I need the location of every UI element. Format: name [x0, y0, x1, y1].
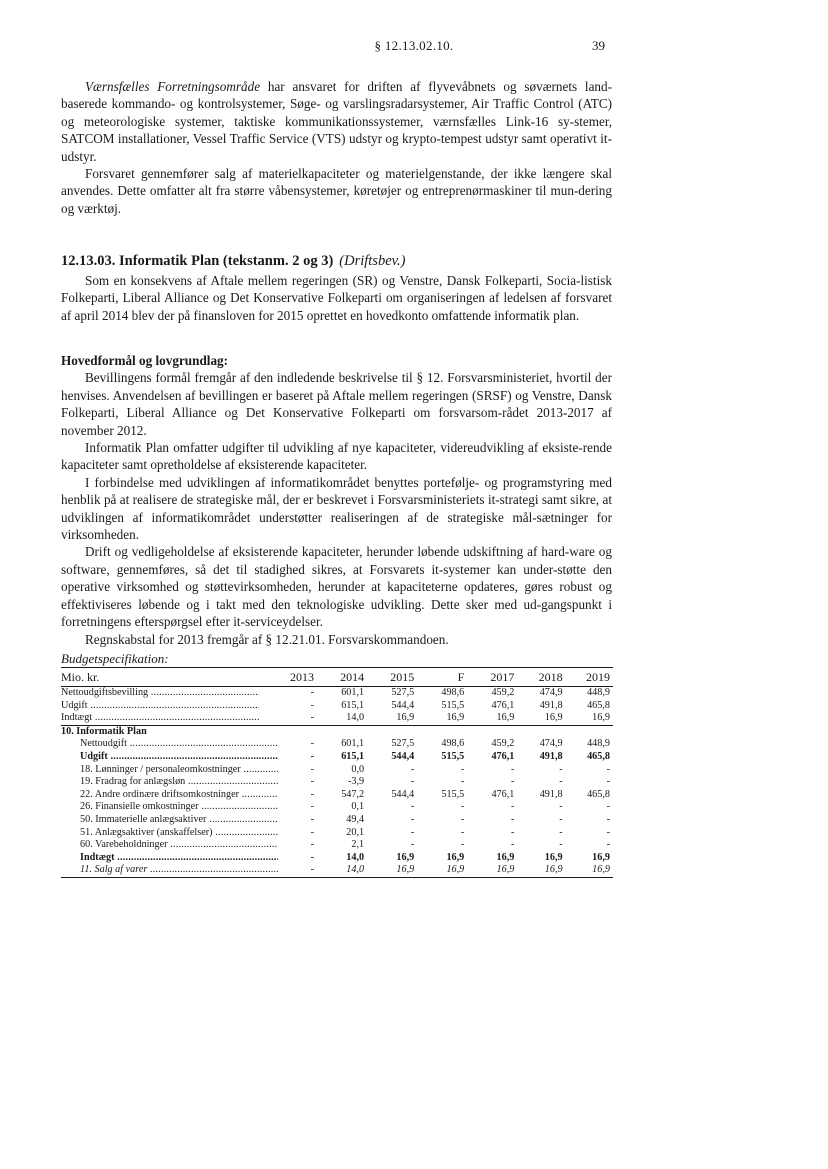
- row-label: [61, 700, 259, 713]
- table-cell: 615,1: [341, 699, 365, 711]
- column-header: Mio. kr.: [61, 668, 278, 687]
- table-cell: 547,2: [341, 788, 365, 800]
- table-cell: 2,1: [351, 839, 365, 851]
- table-cell: 16,9: [396, 712, 415, 724]
- row-label-text: Udgift: [61, 699, 88, 711]
- table-cell: 527,5: [391, 687, 415, 698]
- section-reference: § 12.13.02.10.: [374, 38, 454, 53]
- row-label-cell: [61, 801, 278, 814]
- table-cell: -: [410, 763, 415, 775]
- table-cell: 544,4: [391, 750, 415, 762]
- leader-dots: [147, 864, 278, 875]
- section-paragraph-3: Informatik Plan omfatter udgifter til udvikling af nye kapaciteter, videreudvikling af eksiste-rende kapaciteter samt opretholdelse af eksisterende kapaciteter.: [61, 440, 612, 473]
- table-cell: -: [559, 813, 563, 825]
- table-cell: -: [510, 813, 515, 825]
- table-cell: 601,1: [341, 687, 365, 698]
- budget-title: Budgetspecifikation:: [61, 651, 169, 666]
- table-cell: 465,8: [587, 750, 610, 762]
- row-label: [61, 814, 278, 827]
- table-cell: [417, 725, 467, 738]
- table-cell: 544,4: [391, 699, 415, 711]
- table-cell: -: [310, 788, 315, 800]
- table-cell: 16,9: [367, 864, 417, 877]
- row-label-text: 19. Fradrag for anlægsløn: [80, 776, 186, 788]
- intro-paragraph-1-text: har ansvaret for driften af flyvevåbnets og søværnets land-baserede kommando- og kontrolsystemer, Søge- og varslingsradarsystemer, Air Traffic Control (ATC) og meteorologiske systemer, taktiske kommunikationssystemer, værnsfælles Link-16 sy-stemer, SATCOM installationer, Vessel Traffic Service (VTS) udstyr og krypto-tempest udstyr samt operativt it-udstyr.: [61, 79, 612, 164]
- table-cell: 544,4: [391, 788, 415, 800]
- table-cell: -: [559, 763, 563, 775]
- row-label-cell: [61, 827, 278, 840]
- table-cell: [367, 725, 417, 738]
- subheading: Hovedformål og lovgrundlag:: [61, 353, 229, 368]
- table-row: [61, 839, 613, 852]
- table-cell: 16,9: [496, 851, 515, 863]
- column-header: 2018: [517, 668, 565, 687]
- row-label-text: 22. Andre ordinære driftsomkostninger: [80, 788, 240, 800]
- intro-paragraph-1: [61, 78, 612, 165]
- table-cell: -: [310, 712, 315, 724]
- row-label: [61, 726, 259, 739]
- table-cell: 0,1: [351, 801, 365, 813]
- table-cell: -: [510, 801, 515, 813]
- row-label-text: 18. Lønninger / personaleomkostninger: [80, 763, 241, 775]
- table-cell: 465,8: [587, 788, 610, 800]
- row-label-text: Indtægt: [61, 712, 93, 724]
- table-row: [61, 751, 613, 764]
- leader-dots: [185, 776, 278, 787]
- table-cell: -: [606, 826, 610, 838]
- table-cell: -: [310, 801, 315, 813]
- table-cell: 14,0: [346, 851, 365, 863]
- row-label-cell: [61, 839, 278, 852]
- leader-dots: [148, 687, 259, 698]
- row-label-cell: [61, 764, 278, 777]
- table-row: [61, 712, 613, 725]
- table-cell: -: [410, 813, 415, 825]
- table-row: [61, 827, 613, 840]
- table-cell: 615,1: [341, 750, 365, 762]
- leader-dots: [88, 700, 259, 711]
- table-cell: 601,1: [341, 738, 365, 750]
- row-label: [61, 827, 278, 840]
- leader-dots: [108, 751, 278, 762]
- row-label: [61, 776, 278, 789]
- table-cell: 491,8: [539, 750, 563, 762]
- table-row: [61, 687, 613, 700]
- table-cell: 515,5: [441, 788, 465, 800]
- row-label: [61, 801, 278, 814]
- row-label-text: Nettoudgiftsbevilling: [61, 687, 149, 698]
- table-cell: -: [510, 826, 515, 838]
- table-row: [61, 725, 613, 738]
- row-label-cell: [61, 700, 278, 713]
- table-cell: -: [460, 839, 465, 851]
- table-cell: -: [460, 801, 465, 813]
- table-row: [61, 700, 613, 713]
- leader-dots: [115, 852, 278, 863]
- row-label-text: 51. Anlægsaktiver (anskaffelser): [80, 826, 213, 838]
- page-number: 39: [592, 38, 605, 53]
- table-cell: 474,9: [539, 738, 563, 750]
- leader-dots: [239, 789, 278, 800]
- table-cell: 498,6: [441, 738, 465, 750]
- leader-dots: [213, 827, 279, 838]
- table-cell: -: [559, 826, 563, 838]
- table-cell: 459,2: [491, 738, 515, 750]
- table-cell: 16,9: [396, 851, 415, 863]
- table-cell: -: [310, 738, 315, 750]
- table-cell: -: [559, 839, 563, 851]
- table-cell: -: [410, 826, 415, 838]
- table-row: [61, 801, 613, 814]
- table-cell: -: [310, 776, 315, 788]
- row-label-text: 60. Varebeholdninger: [80, 839, 168, 851]
- leader-dots: [241, 764, 278, 775]
- table-cell: -: [278, 864, 317, 877]
- row-label-text: 50. Immaterielle anlægsaktiver: [80, 813, 207, 825]
- table-cell: 16,9: [417, 864, 467, 877]
- section-paragraph-6: Regnskabstal for 2013 fremgår af § 12.21.01. Forsvarskommandoen.: [85, 631, 449, 647]
- row-label-text: Nettoudgift: [80, 738, 127, 750]
- table-cell: 16,9: [592, 712, 610, 724]
- table-cell: [317, 725, 367, 738]
- row-label-cell: [61, 687, 278, 700]
- table-cell: 14,0: [317, 864, 367, 877]
- table-cell: 491,8: [539, 788, 563, 800]
- table-row: [61, 852, 613, 865]
- table-cell: [566, 725, 613, 738]
- column-header: F: [417, 668, 467, 687]
- column-header: 2014: [317, 668, 367, 687]
- table-cell: -: [606, 801, 610, 813]
- row-label: [61, 764, 278, 777]
- row-label-cell: [61, 776, 278, 789]
- table-cell: -: [606, 839, 610, 851]
- row-label-text: 11. Salg af varer: [80, 864, 148, 876]
- table-cell: 476,1: [491, 788, 515, 800]
- row-label-cell: [61, 814, 278, 827]
- row-label-cell: [61, 789, 278, 802]
- section-paragraph-4: I forbindelse med udviklingen af informatikområdet benyttes portefølje- og programstyring med henblik på at realisere de strategiske mål, der er beskrevet i Forsvarsministeriets it-strategi samt sikre, at udviklingen af informatikområdet understøtter realiseringen af de strategiske mål-sætninger for virksomheden.: [61, 474, 612, 543]
- table-cell: 16,9: [592, 851, 610, 863]
- table-cell: -: [310, 813, 315, 825]
- table-cell: 515,5: [441, 750, 465, 762]
- row-label-cell: [61, 864, 278, 877]
- table-cell: 476,1: [491, 750, 515, 762]
- table-cell: 16,9: [544, 851, 563, 863]
- row-label-text: 10. Informatik Plan: [61, 725, 147, 737]
- leader-dots: [92, 712, 259, 723]
- table-cell: -: [510, 839, 515, 851]
- table-cell: -: [310, 851, 315, 863]
- table-cell: 459,2: [491, 687, 515, 698]
- table-cell: 16,9: [517, 864, 565, 877]
- table-cell: 527,5: [391, 738, 415, 750]
- leader-dots: [127, 738, 278, 749]
- table-cell: 16,9: [496, 712, 515, 724]
- table-cell: -: [310, 839, 315, 851]
- section-heading: [61, 253, 621, 270]
- intro-paragraph-2: Forsvaret gennemfører salg af materielkapaciteter og materielgenstande, der ikke længere skal anvendes. Dette omfatter alt fra større våbensystemer, køretøjer og entreprenørmaskiner til mun-dering og værktøj.: [61, 166, 612, 216]
- section-paragraph-5: Drift og vedligeholdelse af eksisterende kapaciteter, herunder løbende udskiftning af hard-ware og software, gennemføres, så det til stadighed sikres, at Forsvarets it-systemer kan under-støtte den operative virksomhed og støttevirksomheden, herunder at kapaciteterne opdateres, gøres robust og effektiviseres løbende og i takt med den teknologiske udvikling. Dette sker med ud-gangspunkt i forretningens efterspørgsel efter it-serviceydelser.: [61, 544, 612, 630]
- table-cell: 14,0: [346, 712, 365, 724]
- table-cell: 16,9: [467, 864, 517, 877]
- table-cell: 0,0: [351, 763, 365, 775]
- row-label: [61, 751, 278, 764]
- table-cell: -: [606, 813, 610, 825]
- budget-header-row: [61, 668, 613, 687]
- column-header: 2017: [467, 668, 517, 687]
- table-cell: -: [310, 826, 315, 838]
- table-row: [61, 764, 613, 777]
- table-row: [61, 864, 613, 877]
- table-cell: 448,9: [587, 687, 610, 698]
- row-label-cell: [61, 751, 278, 764]
- table-cell: -: [310, 763, 315, 775]
- table-cell: -: [559, 801, 563, 813]
- table-cell: 515,5: [441, 699, 465, 711]
- table-row: [61, 776, 613, 789]
- section-body: [61, 352, 612, 648]
- row-label-cell: [61, 852, 278, 865]
- table-cell: 16,9: [446, 712, 465, 724]
- table-cell: 498,6: [441, 687, 465, 698]
- table-cell: [278, 725, 317, 738]
- table-cell: -: [460, 826, 465, 838]
- table-cell: 474,9: [539, 687, 563, 698]
- row-label: [61, 852, 278, 865]
- row-label-text: Udgift: [80, 750, 108, 762]
- section-paragraph-2: Bevillingens formål fremgår af den indledende beskrivelse til § 12. Forsvarsministeriet, hvortil der henvises. Anvendelsen af bevillingen er baseret på Aftale mellem regeringen (SRSF) og Venstre, Dansk Folkeparti, Liberal Alliance og Det Konservative Folkeparti om forsvarsom-rådet 2013-2017 af november 2012.: [61, 370, 612, 438]
- table-cell: -: [460, 776, 465, 788]
- column-header: 2013: [278, 668, 317, 687]
- table-row: [61, 789, 613, 802]
- row-label: [61, 738, 278, 751]
- table-cell: -: [510, 763, 515, 775]
- table-cell: 448,9: [587, 738, 610, 750]
- intro-block: [61, 78, 612, 217]
- table-cell: -: [606, 776, 610, 788]
- table-cell: -: [310, 750, 315, 762]
- row-label-cell: [61, 712, 278, 725]
- table-cell: 16,9: [544, 712, 563, 724]
- column-header: 2019: [566, 668, 613, 687]
- table-cell: 465,8: [587, 699, 610, 711]
- table-cell: -3,9: [347, 776, 365, 788]
- row-label: [61, 864, 278, 877]
- row-label: [61, 687, 259, 700]
- table-cell: 20,1: [346, 826, 365, 838]
- table-cell: 16,9: [566, 864, 613, 877]
- row-label-text: 26. Finansielle omkostninger: [80, 801, 199, 813]
- section-paragraph-1: Som en konsekvens af Aftale mellem regeringen (SR) og Venstre, Dansk Folkeparti, Socia-listisk Folkeparti, Liberal Alliance og Det Konservative Folkeparti om organiseringen af ledelsen af forsvaret af april 2014 blev der på finansloven for 2015 oprettet en hovedkonto omfattende informatik plan.: [61, 273, 612, 323]
- table-cell: -: [410, 839, 415, 851]
- row-label: [61, 789, 278, 802]
- table-cell: 491,8: [539, 699, 563, 711]
- leader-dots: [199, 801, 278, 812]
- section-heading-tag: (Driftsbev.): [339, 253, 406, 269]
- row-label-text: Indtægt: [80, 851, 115, 863]
- table-cell: 476,1: [491, 699, 515, 711]
- intro-paragraph-1-italic: Værnsfælles Forretningsområde: [85, 79, 261, 94]
- row-label-cell: [61, 738, 278, 751]
- table-cell: -: [460, 763, 465, 775]
- table-cell: -: [410, 776, 415, 788]
- table-cell: 49,4: [346, 813, 365, 825]
- table-cell: -: [310, 699, 315, 711]
- table-cell: [467, 725, 517, 738]
- table-cell: -: [510, 776, 515, 788]
- column-header: 2015: [367, 668, 417, 687]
- section-intro: [61, 272, 612, 324]
- table-row: [61, 738, 613, 751]
- table-cell: -: [310, 687, 315, 698]
- row-label: [61, 839, 278, 852]
- table-cell: -: [559, 776, 563, 788]
- table-row: [61, 814, 613, 827]
- table-cell: -: [460, 813, 465, 825]
- table-cell: -: [606, 763, 610, 775]
- table-cell: -: [410, 801, 415, 813]
- leader-dots: [168, 839, 278, 850]
- section-heading-title: 12.13.03. Informatik Plan (tekstanm. 2 og 3): [61, 253, 334, 269]
- table-cell: [517, 725, 565, 738]
- row-label-cell: [61, 725, 278, 738]
- leader-dots: [206, 814, 278, 825]
- table-cell: 16,9: [446, 851, 465, 863]
- row-label: [61, 712, 259, 725]
- budget-table: [61, 667, 613, 878]
